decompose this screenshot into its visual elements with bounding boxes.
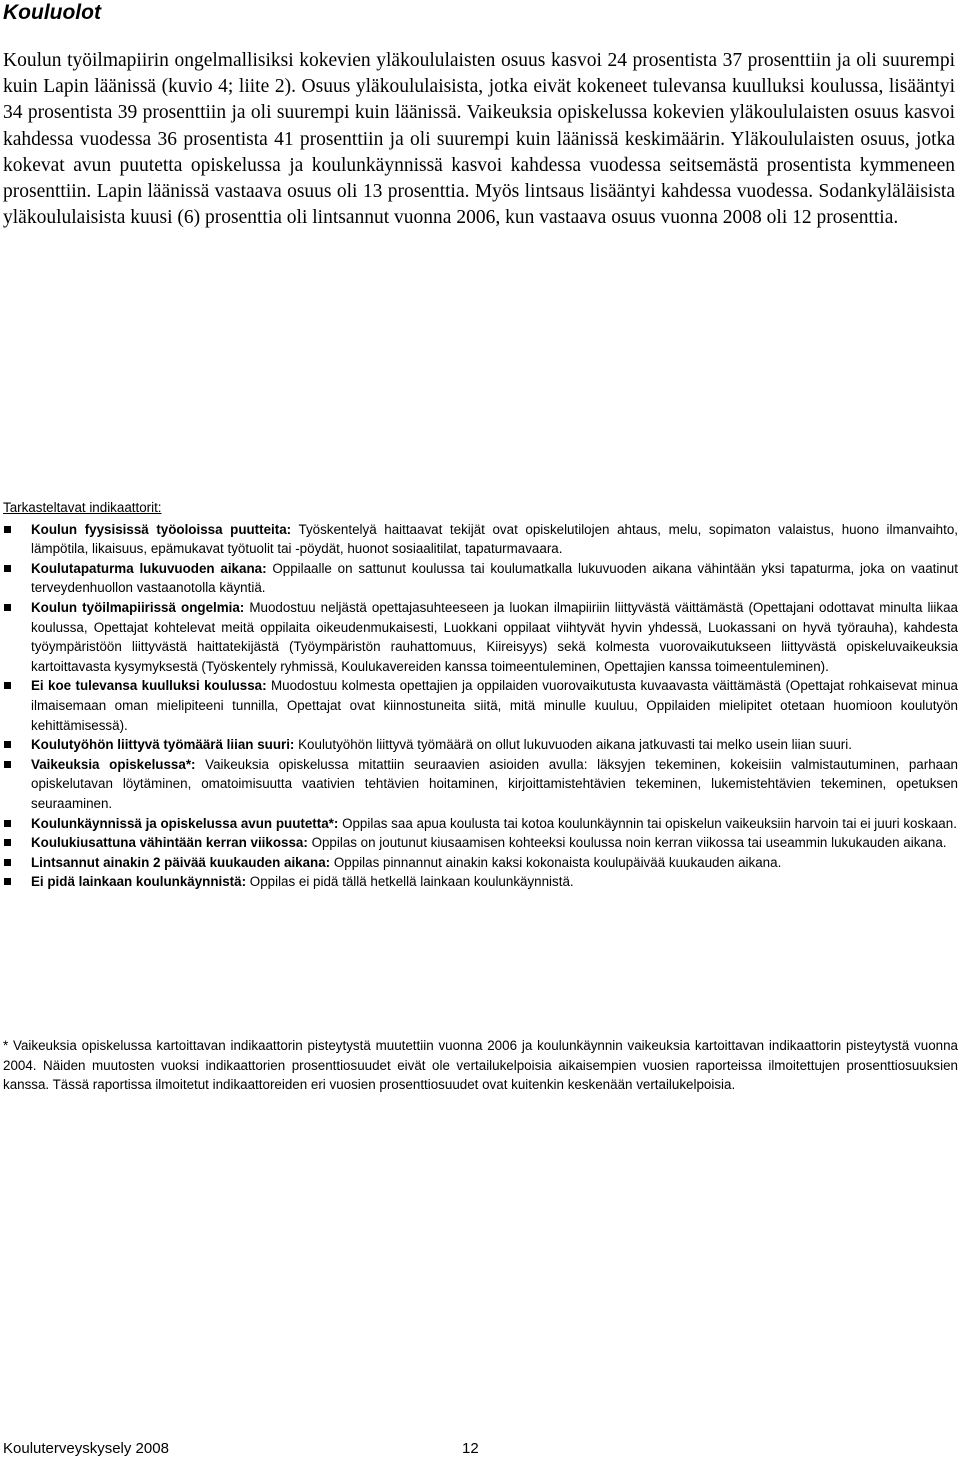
indicator-item <box>3 833 958 853</box>
page-number: 12 <box>462 1440 479 1457</box>
square-bullet-icon <box>4 565 11 572</box>
indicator-description: Vaikeuksia opiskelussa mitattiin seuraavien asioiden avulla: läksyjen tekeminen, kokeisiin valmistautuminen, parhaan opiskelutavan löytäminen, omatoimisuutta vaativien tehtävien hoitaminen, kirjoittamistehtävien tekeminen, lukemistehtävien tekeminen, opetuksen seuraaminen. <box>31 756 958 811</box>
square-bullet-icon <box>4 526 11 533</box>
indicator-item <box>3 559 958 598</box>
square-bullet-icon <box>4 682 11 689</box>
indicators-section <box>3 498 958 892</box>
square-bullet-icon <box>4 741 11 748</box>
indicator-item <box>3 598 958 676</box>
page-footer <box>3 1439 958 1459</box>
indicator-description: Oppilas ei pidä tällä hetkellä lainkaan koulunkäynnistä. <box>249 874 574 890</box>
square-bullet-icon <box>4 859 11 866</box>
indicator-term: Ei pidä lainkaan koulunkäynnistä: <box>31 874 247 890</box>
indicators-title: Tarkasteltavat indikaattorit: <box>3 500 162 515</box>
indicator-description: Oppilas on joutunut kiusaamisen kohteeksi koulussa noin kerran viikossa tai useammin lukukauden aikana. <box>311 835 947 851</box>
indicator-description: Oppilas pinnannut ainakin kaksi kokonaista koulupäivää kuukauden aikana. <box>333 854 782 870</box>
indicator-description: Oppilaalle on sattunut koulussa tai koulumatkalla lukuvuoden aikana vähintään yksi tapaturma, joka on vaatinut terveydenhuollon vastaanotolla käyntiä. <box>31 560 958 596</box>
indicator-item <box>3 676 958 735</box>
indicator-term: Ei koe tulevansa kuulluksi koulussa: <box>31 678 267 694</box>
square-bullet-icon <box>4 604 11 611</box>
indicator-description: Muodostuu kolmesta opettajien ja oppilaiden vuorovaikutusta kuvaavasta väittämästä (Opettajat rohkaisevat minua ilmaisemaan oman mielipiteeni tunnilla, Opettajat ovat kiinnostuneita siitä, mitä minulle kuuluu, Oppilaiden mielipitet otetaan huomioon koulutyön kehittämisessä). <box>31 678 958 733</box>
indicator-description: Koulutyöhön liittyvä työmäärä on ollut lukuvuoden aikana jatkuvasti tai melko usein liian suuri. <box>298 737 852 753</box>
square-bullet-icon <box>4 878 11 885</box>
square-bullet-icon <box>4 839 11 846</box>
indicator-term: Koulutapaturma lukuvuoden aikana: <box>31 560 267 576</box>
indicator-term: Koulukiusattuna vähintään kerran viikossa: <box>31 835 308 851</box>
indicator-item <box>3 520 958 559</box>
section-heading: Kouluolot <box>3 1 101 24</box>
indicator-term: Koulun työilmapiirissä ongelmia: <box>31 599 245 615</box>
indicator-item <box>3 872 958 892</box>
indicator-list <box>3 520 958 892</box>
indicator-description: Työskentelyä haittaavat tekijät ovat opiskelutilojen ahtaus, melu, sopimaton valaistus, huono ilmanvaihto, lämpötila, likaisuus, epämukavat työtuolit tai -pöydät, huonot sosiaalitilat, tapaturmavaara. <box>31 521 958 557</box>
footer-title: Kouluterveyskysely 2008 <box>3 1440 169 1457</box>
indicator-term: Vaikeuksia opiskelussa*: <box>31 756 196 772</box>
indicator-term: Koulunkäynnissä ja opiskelussa avun puutetta*: <box>31 815 339 831</box>
indicator-description: Muodostuu neljästä opettajasuhteeseen ja luokan ilmapiiriin liittyvästä väittämästä (Opettajani odottavat minulta liikaa koulussa, Opettajat kohtelevat meitä oppilaita oikeudenmukaisesti, Luokkani oppilaat viihtyvät hyvin yhdessä, Luokassani on hyvä työrauha), kahdesta työympäristöön liittyvästä haittatekijästä (Työympäristön rauhattomuus, Kiireisyys) sekä kolmesta vuorovaikutukseen liittyvästä opiskeluvaikeuksia kartoittavasta kysymyksestä (Työskentely ryhmissä, Koulukavereiden kanssa toimeentuleminen, Opettajien kanssa toimeentuleminen). <box>31 599 958 674</box>
indicator-item <box>3 735 958 755</box>
square-bullet-icon <box>4 820 11 827</box>
footnote: * Vaikeuksia opiskelussa kartoittavan indikaattorin pisteytystä muutettiin vuonna 2006 ja koulunkäynnin vaikeuksia kartoittavan indikaattorin pisteytystä vuonna 2004. Näiden muutosten vuoksi indikaattorien prosenttiosuudet eivät ole vertailukelpoisia aikaisempien vuosien raporteissa ilmoitettujen prosenttiosuuksien kanssa. Tässä raportissa ilmoitetut indikaattoreiden eri vuosien prosenttiosuudet ovat kuitenkin keskenään vertailukelpoisia. <box>3 1038 958 1093</box>
body-paragraph-1: Koulun työilmapiirin ongelmallisiksi kokevien yläkoululaisten osuus kasvoi 24 prosentista 37 prosenttiin ja oli suurempi kuin Lapin läänissä (kuvio 4; liite 2). Osuus yläkoululaisista, jotka eivät kokeneet tulevansa kuulluksi koulussa, lisääntyi 34 prosentista 39 prosenttiin ja oli suurempi kuin läänissä. Vaikeuksia opiskelussa kokevien yläkoululaisten osuus kasvoi kahdessa vuodessa 36 prosentista 41 prosenttiin ja oli suurempi kuin läänissä keskimäärin. Yläkoululaisten osuus, jotka kokevat avun puutetta opiskelussa ja koulunkäynnissä kasvoi kahdessa vuodessa seitsemästä prosentista kymmeneen prosenttiin. Lapin läänissä vastaava osuus oli 13 prosenttia. Myös lintsaus lisääntyi kahdessa vuodessa. Sodankyläläisista yläkoululaisista kuusi (6) prosenttia oli lintsannut vuonna 2006, kun vastaava osuus vuonna 2008 oli 12 prosenttia. <box>3 50 955 229</box>
square-bullet-icon <box>4 761 11 768</box>
indicator-term: Koulutyöhön liittyvä työmäärä liian suuri: <box>31 737 295 753</box>
indicator-item <box>3 814 958 834</box>
indicator-description: Oppilas saa apua koulusta tai kotoa koulunkäynnin tai opiskelun vaikeuksiin harvoin tai ei juuri koskaan. <box>342 815 957 831</box>
indicator-item <box>3 755 958 814</box>
indicator-term: Lintsannut ainakin 2 päivää kuukauden aikana: <box>31 854 331 870</box>
indicator-term: Koulun fyysisissä työoloissa puutteita: <box>31 521 292 537</box>
indicator-item <box>3 853 958 873</box>
